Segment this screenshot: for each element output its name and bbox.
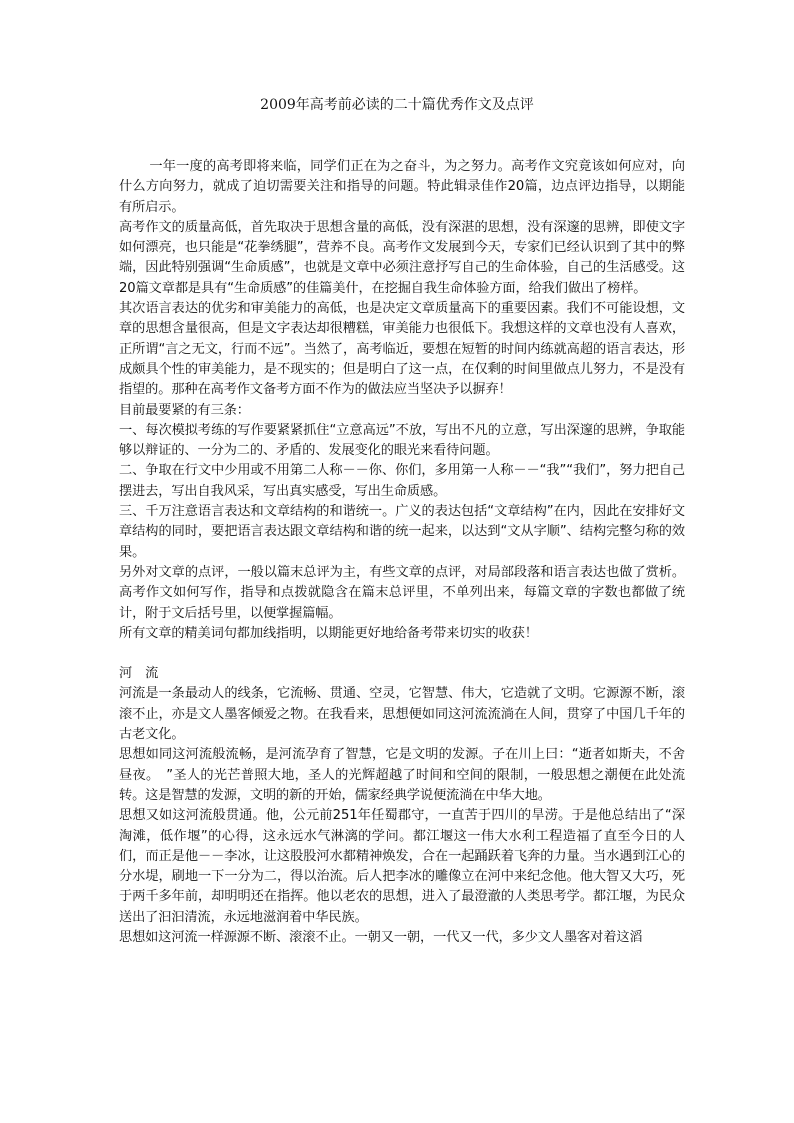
- intro-paragraph: 其次语言表达的优劣和审美能力的高低，也是决定文章质量高下的重要因素。我们不可能设想，文章的思想含量很高，但是文字表达却很糟糕，审美能力也很低下。我想这样的文章也没有人喜欢，正所谓“言之无文，行而不远”。当然了，高考临近，要想在短暂的时间内练就高超的语言表达，形成颇具个性的审美能力，是不现实的；但是明白了这一点，在仅剩的时间里做点儿努力，不是没有指望的。那种在高考作文备考方面不作为的做法应当坚决予以摒弃！: [119, 301, 685, 398]
- intro-paragraph: 一、每次模拟考练的写作要紧紧抓住“立意高远”不放，写出不凡的立意，写出深邃的思辨，争取能够以辩证的、一分为二的、矛盾的、发展变化的眼光来看待问题。: [119, 422, 685, 459]
- intro-paragraph: 另外对文章的点评，一般以篇末总评为主，有些文章的点评，对局部段落和语言表达也做了赏析。高考作文如何写作，指导和点拨就隐含在篇末总评里，不单列出来，每篇文章的字数也都做了统计，附于文后括号里，以便掌握篇幅。: [119, 564, 685, 621]
- intro-paragraph: 高考作文的质量高低，首先取决于思想含量的高低，没有深湛的思想，没有深邃的思辨，即使文字如何漂亮，也只能是“花拳绣腿”，营养不良。高考作文发展到今天，专家们已经认识到了其中的弊端，因此特别强调“生命质感”，也就是文章中必须注意抒写自己的生命体验，自己的生活感受。这20篇文章都是具有“生命质感”的佳篇美什，在挖掘自我生命体验方面，给我们做出了榜样。: [119, 219, 685, 296]
- essay-paragraph: 思想又如这河流般贯通。他，公元前251年任蜀郡守，一直苦于四川的旱涝。于是他总结出了“深淘滩，低作堰”的心得，这永远水气淋漓的学问。都江堰这一伟大水利工程造福了直至今日的人们，而正是他－－李冰，让这股股河水都精神焕发，合在一起踊跃着飞奔的力量。当水遇到江心的分水堤，刷地一下一分为二，得以治流。后人把李冰的雕像立在河中来纪念他。他大智又大巧，死于两千多年前，却明明还在指挥。他以老农的思想，进入了最澄澈的人类思考学。都江堰，为民众送出了汩汩清流，永远地滋润着中华民族。: [119, 808, 685, 925]
- essay-paragraph: 思想如同这河流般流畅，是河流孕育了智慧，它是文明的发源。子在川上曰：“逝者如斯夫，不舍昼夜。 ”圣人的光芒普照大地，圣人的光辉超越了时间和空间的限制，一般思想之潮便在此处流转。这是智慧的发源，文明的新的开始，儒家经典学说便流淌在中华大地。: [119, 747, 685, 803]
- intro-paragraph: 三、千万注意语言表达和文章结构的和谐统一。广义的表达包括“文章结构”在内，因此在安排好文章结构的同时，要把语言表达跟文章结构和谐的统一起来，以达到“文从字顺”、结构完整匀称的效果。: [119, 504, 685, 560]
- intro-paragraph: 一年一度的高考即将来临，同学们正在为之奋斗，为之努力。高考作文究竟该如何应对，向什么方向努力，就成了迫切需要关注和指导的问题。特此辑录佳作20篇，边点评边指导，以期能有所启示。: [119, 159, 685, 215]
- essay-title: 河 流: [119, 666, 159, 682]
- section-spacer: [119, 644, 685, 664]
- document-body: [119, 157, 685, 948]
- essay-paragraph: 思想如这河流一样源源不断、滚滚不止。一朝又一朝，一代又一代，多少文人墨客对着这滔: [119, 929, 643, 945]
- document-title: 2009年高考前必读的二十篇优秀作文及点评: [260, 97, 534, 113]
- intro-paragraph: 目前最要紧的有三条：: [119, 402, 250, 418]
- intro-paragraph: 所有文章的精美词句都加线指明，以期能更好地给备考带来切实的收获！: [119, 625, 538, 641]
- essay-paragraph: 河流是一条最动人的线条，它流畅、贯通、空灵，它智慧、伟大，它造就了文明。它源源不断，滚滚不止，亦是文人墨客倾爱之物。在我看来，思想便如同这河流流淌在人间，贯穿了中国几千年的古老文化。: [119, 686, 685, 743]
- intro-paragraph: 二、争取在行文中少用或不用第二人称－－你、你们，多用第一人称－－“我”“我们”，努力把自己摆进去，写出自我风采，写出真实感受，写出生命质感。: [119, 463, 685, 499]
